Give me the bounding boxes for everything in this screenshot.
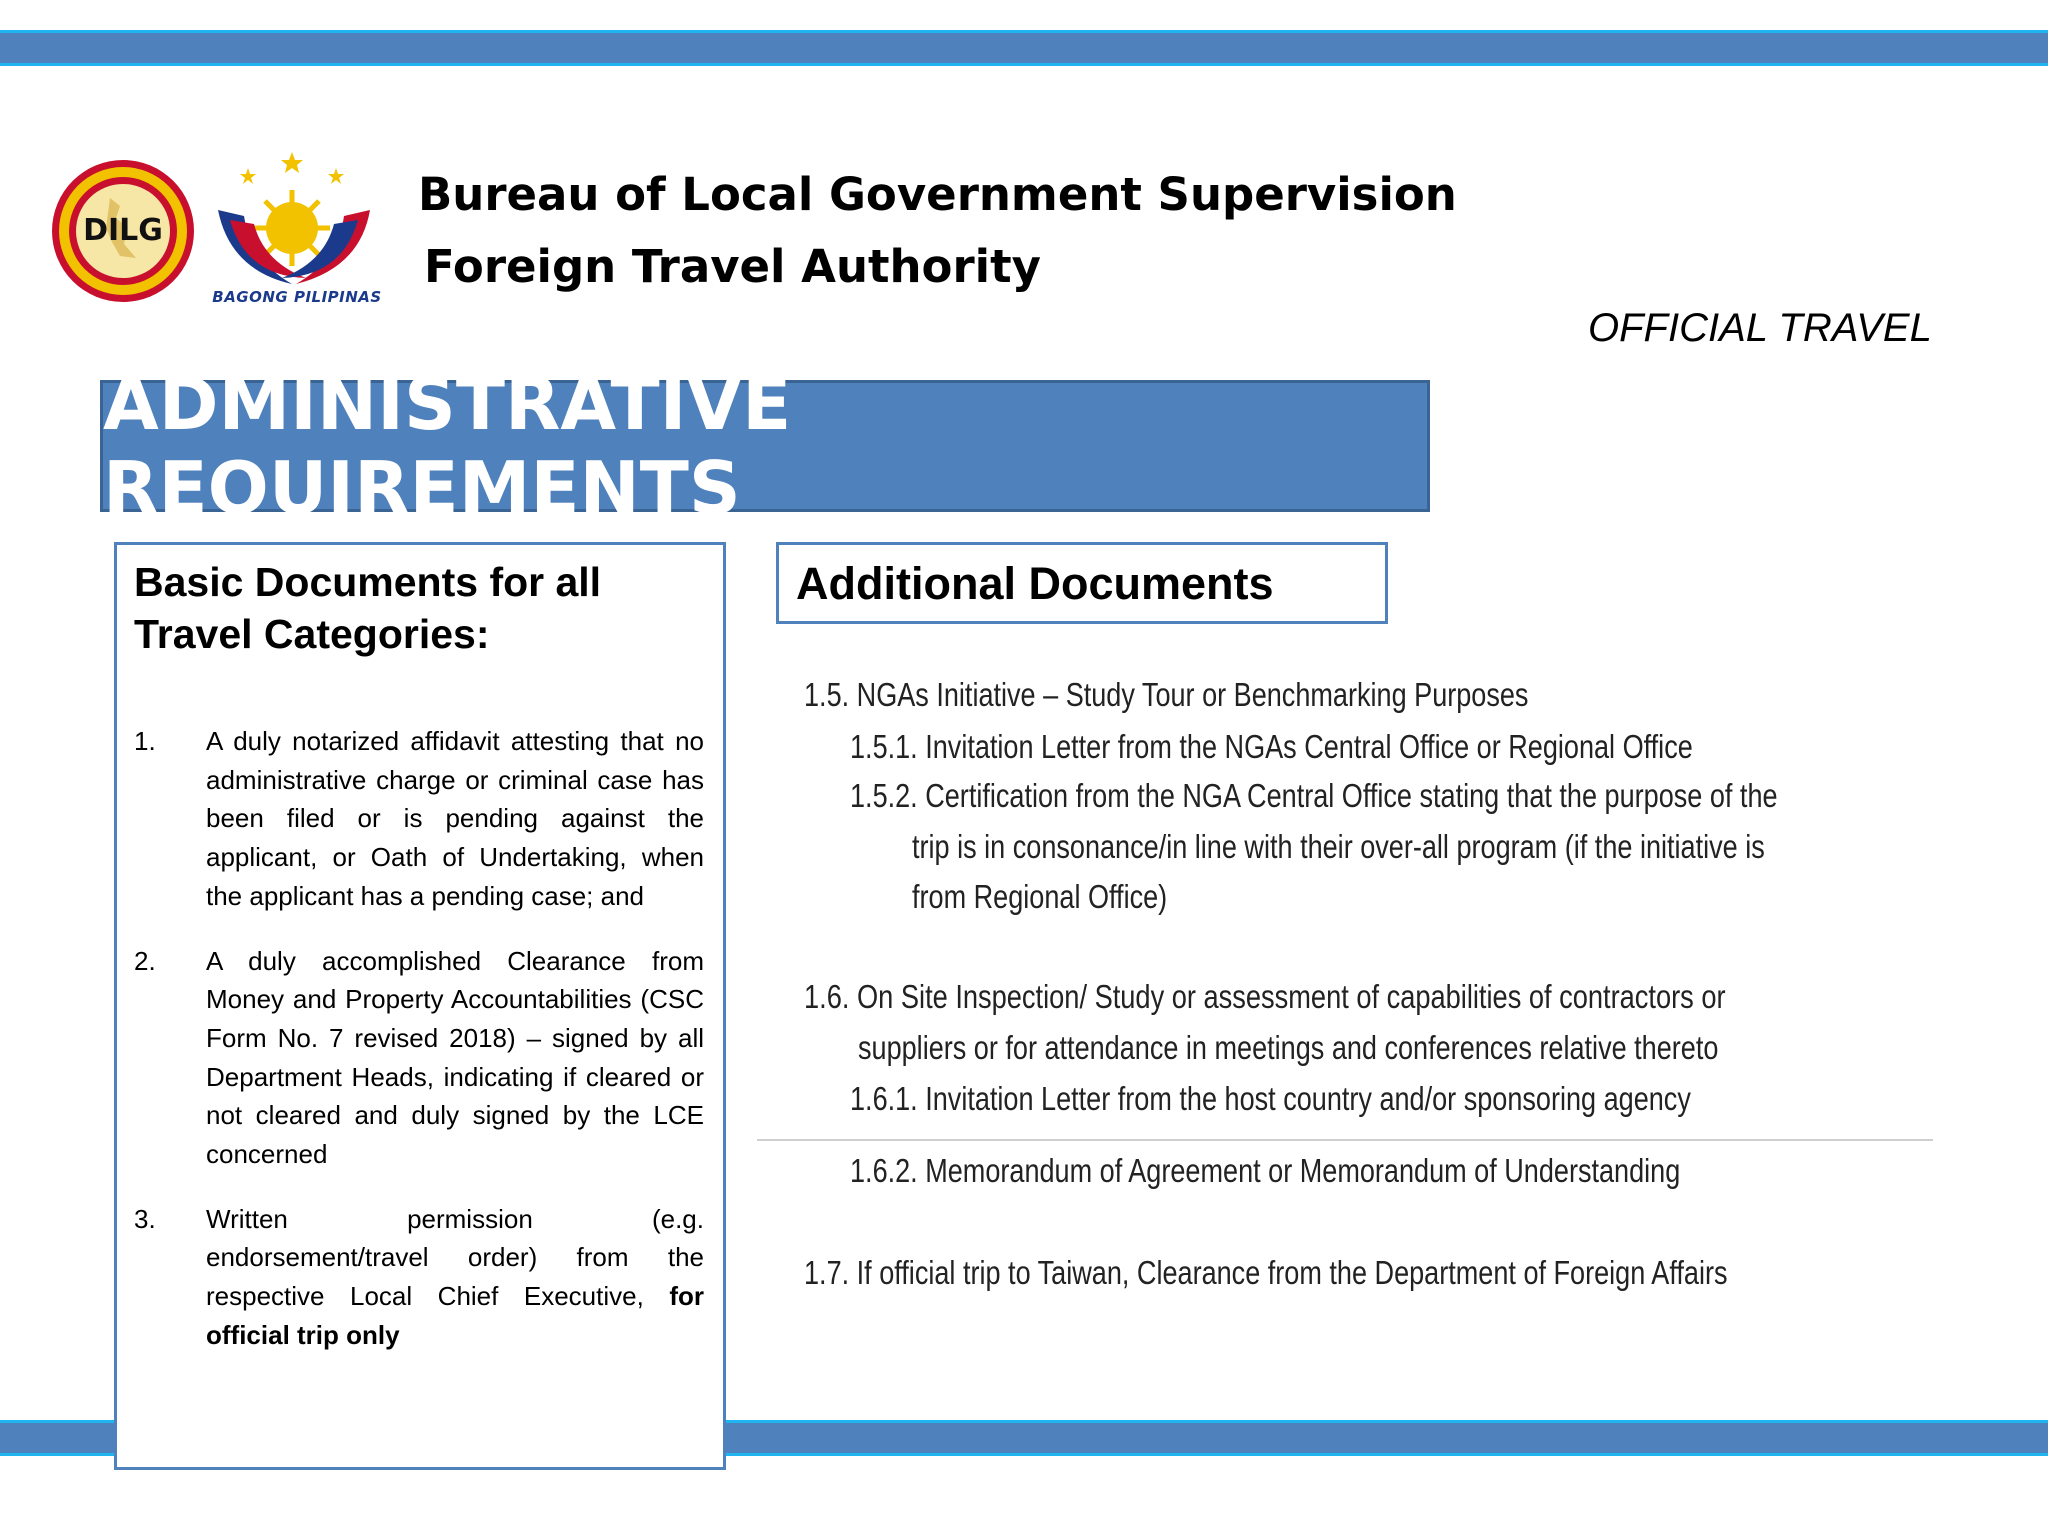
travel-category-label: OFFICIAL TRAVEL [1588,306,1932,350]
doc-line-1-6: 1.6. On Site Inspection/ Study or assessment of capabilities of contractors or [804,978,1726,1015]
bagong-pilipinas-caption: BAGONG PILIPINAS [212,288,382,306]
item-emphasis: for official trip only [206,1281,704,1350]
list-item [134,722,704,916]
item-text-block [206,1200,704,1355]
list-item [134,1200,704,1355]
basic-documents-title: Basic Documents for all Travel Categories: [134,559,602,657]
doc-line-1-5-1: 1.5.1. Invitation Letter from the NGAs Central Office or Regional Office [850,728,1693,765]
section-banner [100,362,1430,530]
top-accent-band [0,30,2048,66]
dilg-seal-logo [50,158,196,304]
bagong-pilipinas-logo [210,150,380,310]
doc-line-1-7: 1.7. If official trip to Taiwan, Clearance from the Department of Foreign Affairs [804,1254,1728,1291]
item-text: A duly accomplished Clearance from Money and Property Accountabilities (CSC Form No. 7 revised 2018) – signed by all Department Heads, indicating if cleared or not cleared and duly signed by the LCE concerned [206,945,704,1170]
dilg-logo-text: DILG [83,213,163,248]
doc-line-1-5-2: 1.5.2. Certification from the NGA Central Office stating that the purpose of the [850,777,1778,814]
doc-line-1-6-cont: suppliers or for attendance in meetings and conferences relative thereto [858,1029,1719,1066]
basic-documents-list [134,722,704,1355]
doc-line-1-5: 1.5. NGAs Initiative – Study Tour or Benchmarking Purposes [804,676,1529,713]
item-text: A duly notarized affidavit attesting that no administrative charge or criminal case has been filed or is pending against the applicant, or Oath of Undertaking, when the applicant has a pending case; and [206,726,704,911]
bureau-title: Bureau of Local Government Supervision [418,168,1457,221]
additional-documents-title: Additional Documents [796,558,1274,609]
section-divider [757,1139,1933,1141]
doc-line-1-6-2: 1.6.2. Memorandum of Agreement or Memorandum of Understanding [850,1152,1681,1189]
authority-title: Foreign Travel Authority [424,240,1041,293]
item-number: 1. [134,726,156,756]
item-number: 3. [134,1203,156,1234]
item-number: 2. [134,945,156,976]
doc-line-1-6-1: 1.6.1. Invitation Letter from the host country and/or sponsoring agency [850,1080,1691,1117]
item-text: Written permission (e.g. endorsement/travel order) from the respective Local Chief Executive, [206,1203,704,1312]
doc-line-1-5-2-cont: from Regional Office) [912,878,1168,915]
doc-line-1-5-2-cont: trip is in consonance/in line with their over-all program (if the initiative is [912,828,1765,865]
list-item [134,942,704,1174]
banner-title: ADMINISTRATIVE REQUIREMENTS [103,362,792,530]
